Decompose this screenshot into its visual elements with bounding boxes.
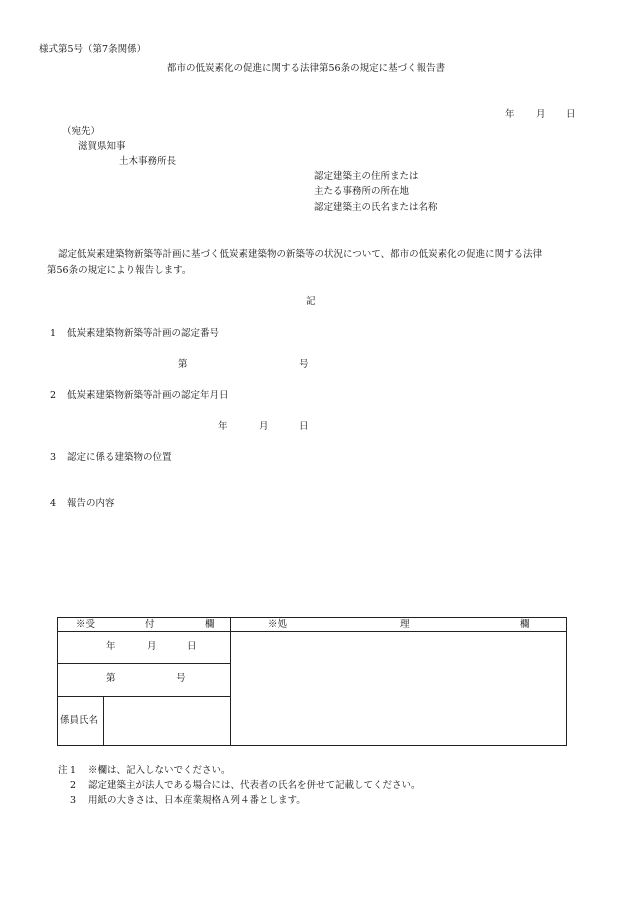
staff-name-label-cell <box>58 696 104 745</box>
note-1-text: ※欄は、記入しないでください。 <box>88 765 231 776</box>
cert-date-year: 年 <box>218 421 228 432</box>
reception-date-day: 日 <box>187 641 197 653</box>
staff-name-cell[interactable] <box>104 696 231 745</box>
cert-number-go: 号 <box>299 359 309 370</box>
processing-cell[interactable] <box>231 632 567 746</box>
addressee-office: 土木事務所長 <box>119 156 177 167</box>
date-day-label: 日 <box>566 109 576 120</box>
reception-date-month: 月 <box>147 641 157 653</box>
date-month-label: 月 <box>536 109 546 120</box>
applicant-address-label: 認定建築主の住所または <box>314 171 419 182</box>
receipt-table <box>57 617 567 746</box>
applicant-name-label: 認定建築主の氏名または名称 <box>314 202 438 213</box>
applicant-office-label: 主たる事務所の所在地 <box>314 186 410 197</box>
reception-header-1: ※受 <box>76 619 96 630</box>
document-title: 都市の低炭素化の促進に関する法律第56条の規定に基づく報告書 <box>167 63 446 74</box>
processing-header-2: 理 <box>400 619 410 630</box>
processing-header-3: 欄 <box>520 619 530 630</box>
note-2-text: 認定建築主が法人である場合には、代表者の氏名を併せて記載してください。 <box>88 780 421 791</box>
note-3-number: 3 <box>70 795 77 806</box>
reception-number-cell[interactable] <box>58 664 231 696</box>
reception-number-dai: 第 <box>106 673 116 685</box>
item-2-label: 低炭素建築物新築等計画の認定年月日 <box>67 390 229 401</box>
cert-date-month: 月 <box>259 421 269 432</box>
date-year-label: 年 <box>505 109 515 120</box>
item-1-label: 低炭素建築物新築等計画の認定番号 <box>67 328 220 339</box>
note-2-number: 2 <box>70 780 77 791</box>
reception-header <box>58 618 231 632</box>
note-1-number: 1 <box>70 765 77 776</box>
item-1-number: 1 <box>50 328 57 339</box>
item-4-label: 報告の内容 <box>67 498 115 509</box>
item-3-label: 認定に係る建築物の位置 <box>67 452 172 463</box>
reception-header-3: 欄 <box>205 619 215 630</box>
addressee-label: （宛先） <box>62 126 101 137</box>
reception-number-go: 号 <box>176 673 186 685</box>
cert-number-dai: 第 <box>178 359 188 370</box>
item-2-number: 2 <box>50 390 57 401</box>
reception-date-cell[interactable] <box>58 632 231 664</box>
body-line-1: 認定低炭素建築物新築等計画に基づく低炭素建築物の新築等の状況について、都市の低炭素化の促進に関する法律 <box>58 249 543 260</box>
body-line-2: 第56条の規定により報告します。 <box>47 265 192 276</box>
form-id: 様式第5号（第7条関係） <box>39 44 147 55</box>
addressee-governor: 滋賀県知事 <box>78 141 126 152</box>
processing-header <box>231 618 567 632</box>
reception-date-year: 年 <box>106 641 116 653</box>
item-4-number: 4 <box>50 498 57 509</box>
cert-date-day: 日 <box>299 421 309 432</box>
staff-name-label: 係員氏名 <box>60 714 99 726</box>
reception-header-2: 付 <box>145 619 155 630</box>
notes-prefix: 注 <box>58 765 68 776</box>
processing-header-1: ※処 <box>268 619 288 630</box>
item-3-number: 3 <box>50 452 57 463</box>
note-3-text: 用紙の大きさは、日本産業規格Ａ列４番とします。 <box>88 795 306 806</box>
ki-heading: 記 <box>306 296 316 307</box>
